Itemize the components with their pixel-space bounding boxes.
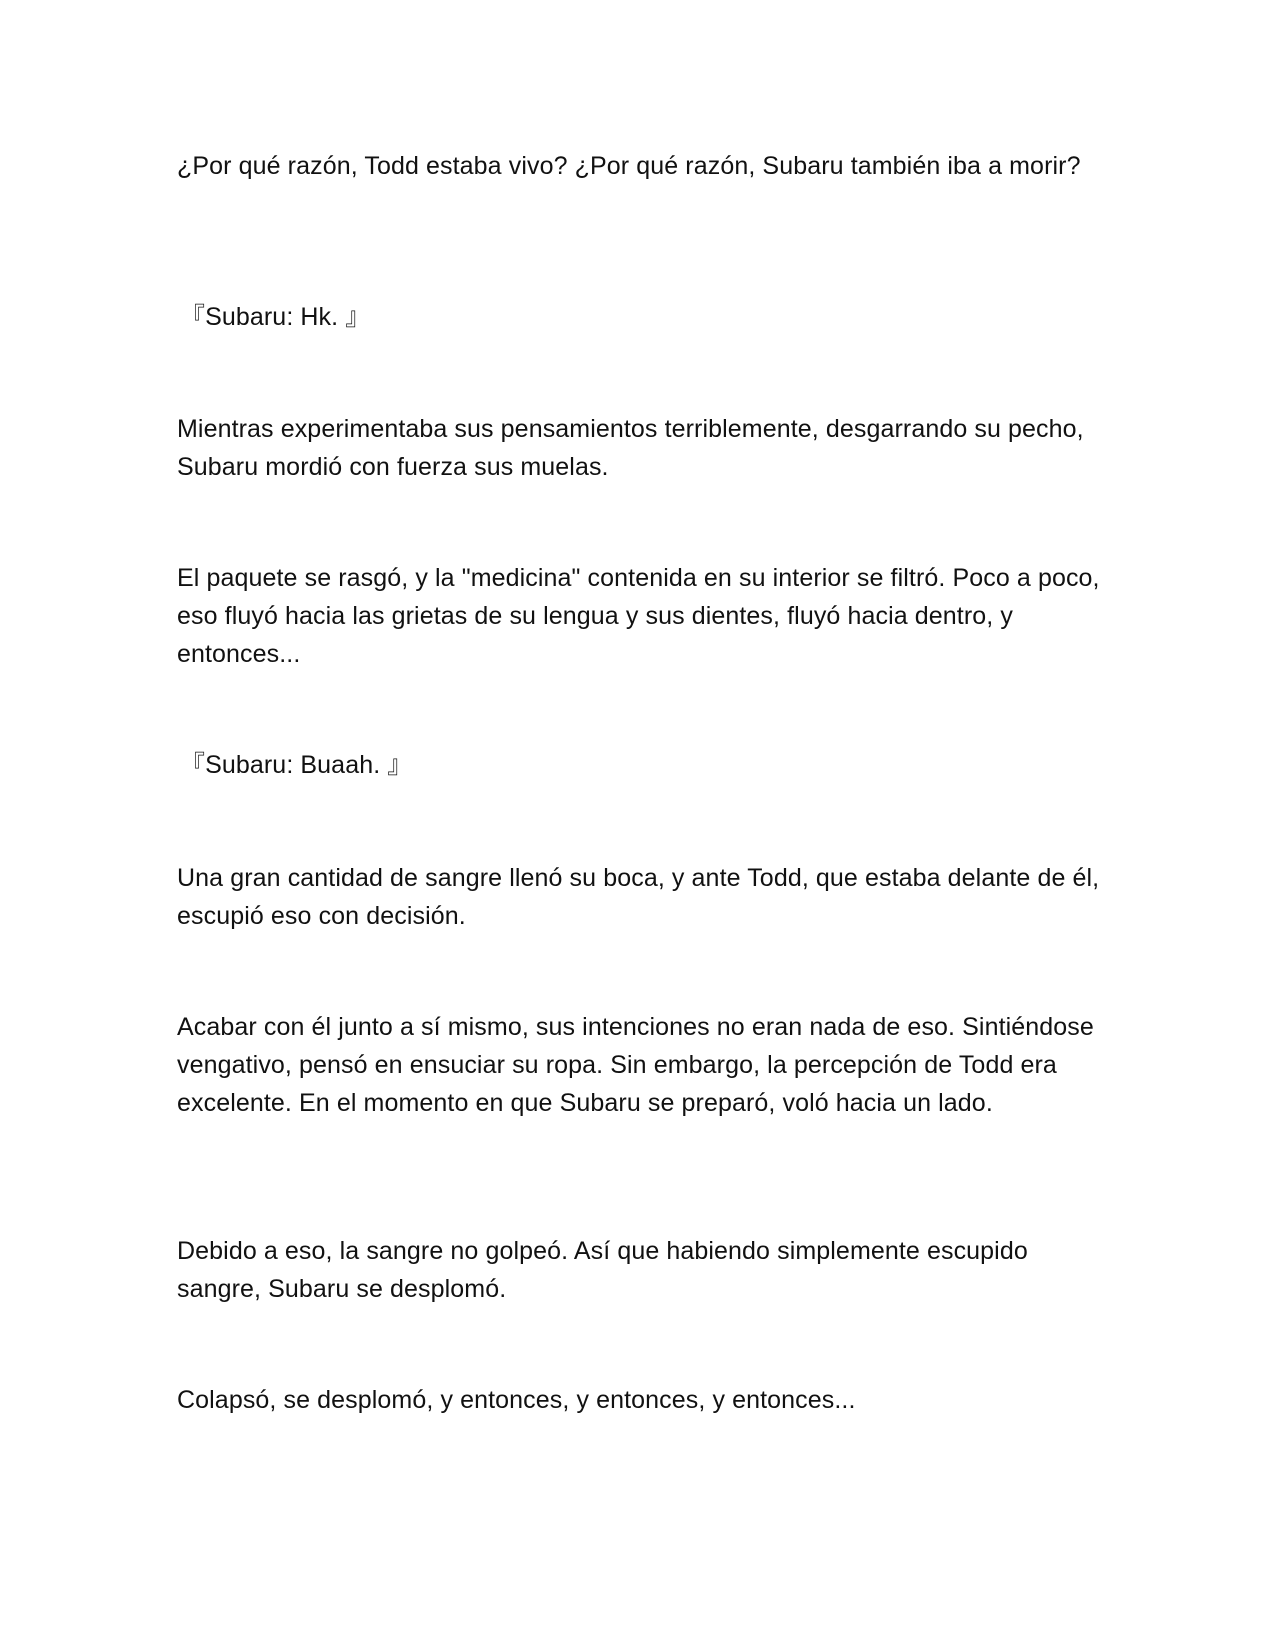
paragraph-2: Mientras experimentaba sus pensamientos terriblemente, desgarrando su pecho, Subaru mordió con fuerza sus muelas. bbox=[177, 415, 1084, 481]
paragraph-1: ¿Por qué razón, Todd estaba vivo? ¿Por qué razón, Subaru también iba a morir? bbox=[177, 152, 1081, 180]
dialogue-line-1: 『Subaru: Hk. 』 bbox=[180, 303, 371, 331]
dialogue-line-2: 『Subaru: Buaah. 』 bbox=[180, 751, 413, 779]
paragraph-6: Debido a eso, la sangre no golpeó. Así que habiendo simplemente escupido sangre, Subaru se desplomó. bbox=[177, 1237, 1028, 1303]
paragraph-7: Colapsó, se desplomó, y entonces, y entonces, y entonces... bbox=[177, 1386, 856, 1414]
paragraph-3: El paquete se rasgó, y la "medicina" contenida en su interior se filtró. Poco a poco, eso fluyó hacia las grietas de su lengua y sus dientes, fluyó hacia dentro, y entonces... bbox=[177, 564, 1100, 668]
paragraph-5: Acabar con él junto a sí mismo, sus intenciones no eran nada de eso. Sintiéndose vengativo, pensó en ensuciar su ropa. Sin embargo, la percepción de Todd era excelente. En el momento en que Subaru se preparó, voló hacia un lado. bbox=[177, 1013, 1094, 1117]
paragraph-4: Una gran cantidad de sangre llenó su boca, y ante Todd, que estaba delante de él, escupió eso con decisión. bbox=[177, 864, 1100, 930]
